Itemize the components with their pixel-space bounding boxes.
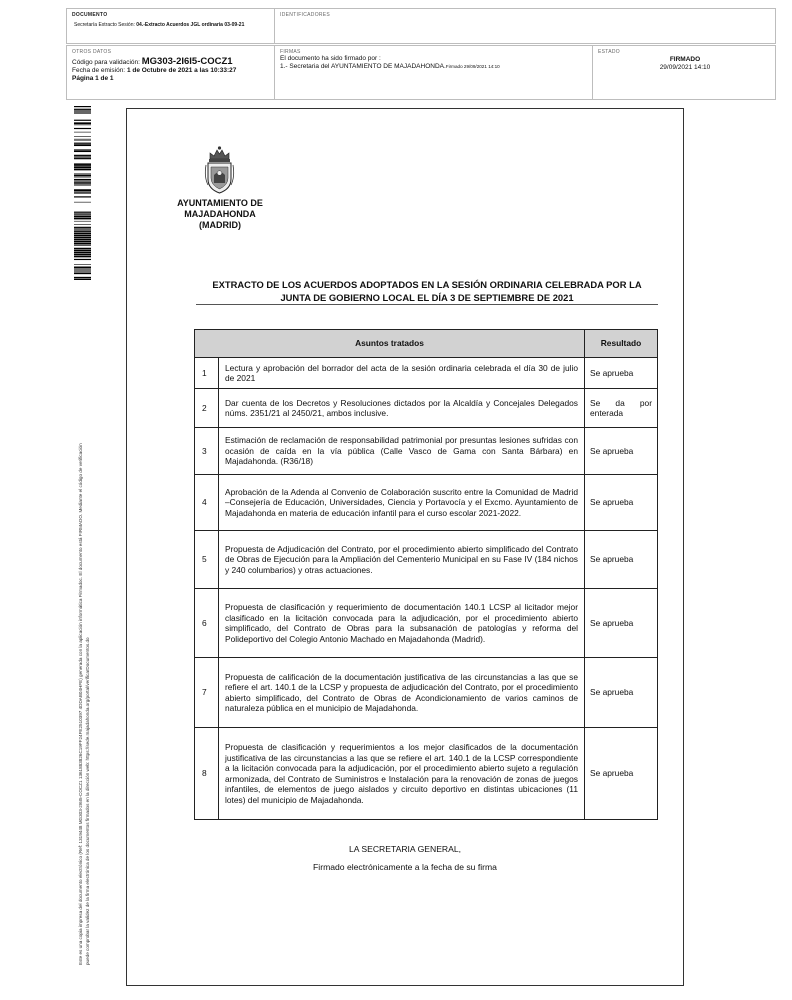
col-asuntos-header: Asuntos tratados xyxy=(195,330,585,358)
margin-line-1: Este es una copia impresa del documento electrónico (Ref: 1319448 MG303-2I6I5-COCZ1 1361883826C19FF24FE2510397 4DDAB04HFE) generada con la aplicación informática Firmadoc. El documento está FIRMADO. Mediante el código de verificación xyxy=(78,443,83,965)
row-number: 5 xyxy=(195,531,219,589)
documento-cell xyxy=(67,9,275,43)
codigo-validacion xyxy=(72,58,269,67)
identificadores-cell xyxy=(275,9,777,43)
row-number: 7 xyxy=(195,658,219,728)
documento-title: 04.-Extracto Acuerdos JGL ordinaria 03-09-21 xyxy=(136,22,245,28)
row-result-text: Se aprueba xyxy=(590,367,634,378)
row-subject: Dar cuenta de los Decretos y Resoluciones dictados por la Alcaldía y Concejales Delegados núms. 2351/21 al 2450/21, ambos inclusive. xyxy=(219,389,585,428)
fecha-value: 1 de Octubre de 2021 a las 10:33:27 xyxy=(126,67,237,74)
row-subject: Estimación de reclamación de responsabilidad patrimonial por presuntas lesiones sufridas con ocasión de caída en la vía pública (Calle Vasco de Gama con Santa Bárbara) en Majadahonda. (R36/18) xyxy=(219,428,585,475)
row-result xyxy=(585,728,658,820)
coat-of-arms-icon xyxy=(203,145,236,195)
document-title xyxy=(196,278,658,304)
row-subject: Propuesta de clasificación y requerimientos a los mejor clasificados de la documentación justificativa de las circunstancias a las que se refiere el art. 140.1 de la LCSP correspondiente a la licitación convocada para la adjudicación, por el procedimiento abierto sujeto a regulación armonizada, del Contrato de Suministros e Instalación para la renovación de zonas de juegos infantiles, de elementos de juego aislados y circuito deportivo en distintas ubicaciones (11 lotes) del municipio de Majadahonda. xyxy=(219,728,585,820)
signature-title: LA SECRETARIA GENERAL, xyxy=(348,844,462,854)
estado-value: FIRMADO xyxy=(669,56,701,63)
row-number: 2 xyxy=(195,389,219,428)
row-result xyxy=(585,358,658,389)
documento-label: DOCUMENTO xyxy=(72,12,108,18)
row-result xyxy=(585,389,658,428)
documento-value xyxy=(72,22,269,28)
row-subject: Aprobación de la Adenda al Convenio de Colaboración suscrito entre la Comunidad de Madrid –Consejería de Educación, Universidades, Ciencia y Portavocía y el Excmo. Ayuntamiento de Majadahonda en materia de educación infantil para el curso escolar 2021-2022. xyxy=(219,475,585,531)
margin-line-2: puede comprobar la validez de la firma electrónica de los documentos firmados en la dirección web: https://sede.majadahonda.org/portal/verificarDocumentos.do xyxy=(84,637,90,965)
fecha-emision xyxy=(72,67,269,75)
otros-datos-cell xyxy=(67,46,275,99)
row-number: 6 xyxy=(195,589,219,658)
table-row xyxy=(195,358,658,389)
barcode-image xyxy=(74,106,91,280)
firmas-cell xyxy=(275,46,593,99)
estado-label: ESTADO xyxy=(598,49,620,55)
table-row xyxy=(195,428,658,475)
row-result-text: Se aprueba xyxy=(590,768,634,779)
table-row xyxy=(195,531,658,589)
fecha-prefix: Fecha de emisión: xyxy=(72,67,126,74)
identificadores-label: IDENTIFICADORES xyxy=(280,12,331,18)
table-row xyxy=(195,475,658,531)
header-top-box xyxy=(66,8,776,44)
col-resultado-header: Resultado xyxy=(585,330,658,358)
row-subject: Propuesta de Adjudicación del Contrato, por el procedimiento abierto simplificado del Contrato de Obras de Ejecución para la Ampliación del Cementerio Municipal en su Fase IV (184 nichos y 240 columbarios) y otras actuaciones. xyxy=(219,531,585,589)
row-result-text: Se aprueba xyxy=(590,687,634,698)
title-underline xyxy=(196,304,658,305)
title-line-1: EXTRACTO DE LOS ACUERDOS ADOPTADOS EN LA SESIÓN ORDINARIA CELEBRADA POR LA xyxy=(212,279,642,290)
signature-note: Firmado electrónicamente a la fecha de su firma xyxy=(313,862,497,872)
table-row xyxy=(195,728,658,820)
row-number: 1 xyxy=(195,358,219,389)
row-result-text: Se da por xyxy=(590,397,652,408)
row-subject: Propuesta de clasificación y requerimiento de documentación 140.1 LCSP al licitador mejor clasificado en la licitación convocada para la adjudicación, por el procedimiento abierto simplificado, del Contrato de Obras para la subsanación de patologías y reforma del Polideportivo del Colegio Antonio Machado en Majadahonda (Madrid). xyxy=(219,589,585,658)
row-subject: Lectura y aprobación del borrador del acta de la sesión ordinaria celebrada el día 30 de julio de 2021 xyxy=(219,358,585,389)
estado-date: 29/09/2021 14:10 xyxy=(659,64,711,71)
estado-cell xyxy=(593,46,777,99)
row-number: 4 xyxy=(195,475,219,531)
row-result-text: Se aprueba xyxy=(590,554,634,565)
row-result-text: Se aprueba xyxy=(590,445,634,456)
codigo-prefix: Código para validación: xyxy=(72,59,140,66)
row-result xyxy=(585,428,658,475)
row-result-text-2: enterada xyxy=(590,408,624,418)
firmas-signer: 1.- Secretaria del AYUNTAMIENTO DE MAJADAHONDA. xyxy=(280,63,446,70)
org-line-2: MAJADAHONDA xyxy=(184,209,256,219)
row-result xyxy=(585,531,658,589)
row-result xyxy=(585,475,658,531)
firmas-line2 xyxy=(280,63,587,71)
row-result xyxy=(585,658,658,728)
table-row xyxy=(195,389,658,428)
table-row xyxy=(195,589,658,658)
documento-text: Secretaría Extracto Sesión: xyxy=(74,22,135,28)
otros-datos-label: OTROS DATOS xyxy=(72,49,112,55)
codigo-value: MG303-2I6I5-COCZ1 xyxy=(141,56,233,67)
firmas-line1: El documento ha sido firmado por : xyxy=(280,55,381,62)
row-number: 8 xyxy=(195,728,219,820)
org-line-1: AYUNTAMIENTO DE xyxy=(177,198,263,208)
row-number: 3 xyxy=(195,428,219,475)
row-result-text: Se aprueba xyxy=(590,497,634,508)
org-line-3: (MADRID) xyxy=(199,220,241,230)
table-header-row xyxy=(195,330,658,358)
firmas-signed-date: Firmado 29/09/2021 14:10 xyxy=(445,64,500,69)
agreements-table xyxy=(194,329,658,820)
row-result xyxy=(585,589,658,658)
title-line-2: JUNTA DE GOBIERNO LOCAL EL DÍA 3 DE SEPTIEMBRE DE 2021 xyxy=(280,292,574,303)
row-result-text: Se aprueba xyxy=(590,617,634,628)
margin-verification-text xyxy=(78,443,91,965)
firmas-label: FIRMAS xyxy=(280,49,301,55)
header-bottom-box xyxy=(66,45,776,100)
row-subject: Propuesta de calificación de la documentación justificativa de las circunstancias a las que se refiere el art. 140.1 de la LCSP y propuesta de adjudicación del Contrato, por el procedimiento abierto simplificado, del Contrato de Obras de Acondicionamiento de varios caminos de naturaleza pública en el municipio de Majadahonda. xyxy=(219,658,585,728)
table-row xyxy=(195,658,658,728)
pagina-indicator: Página 1 de 1 xyxy=(72,75,114,82)
organization-name xyxy=(170,198,270,231)
